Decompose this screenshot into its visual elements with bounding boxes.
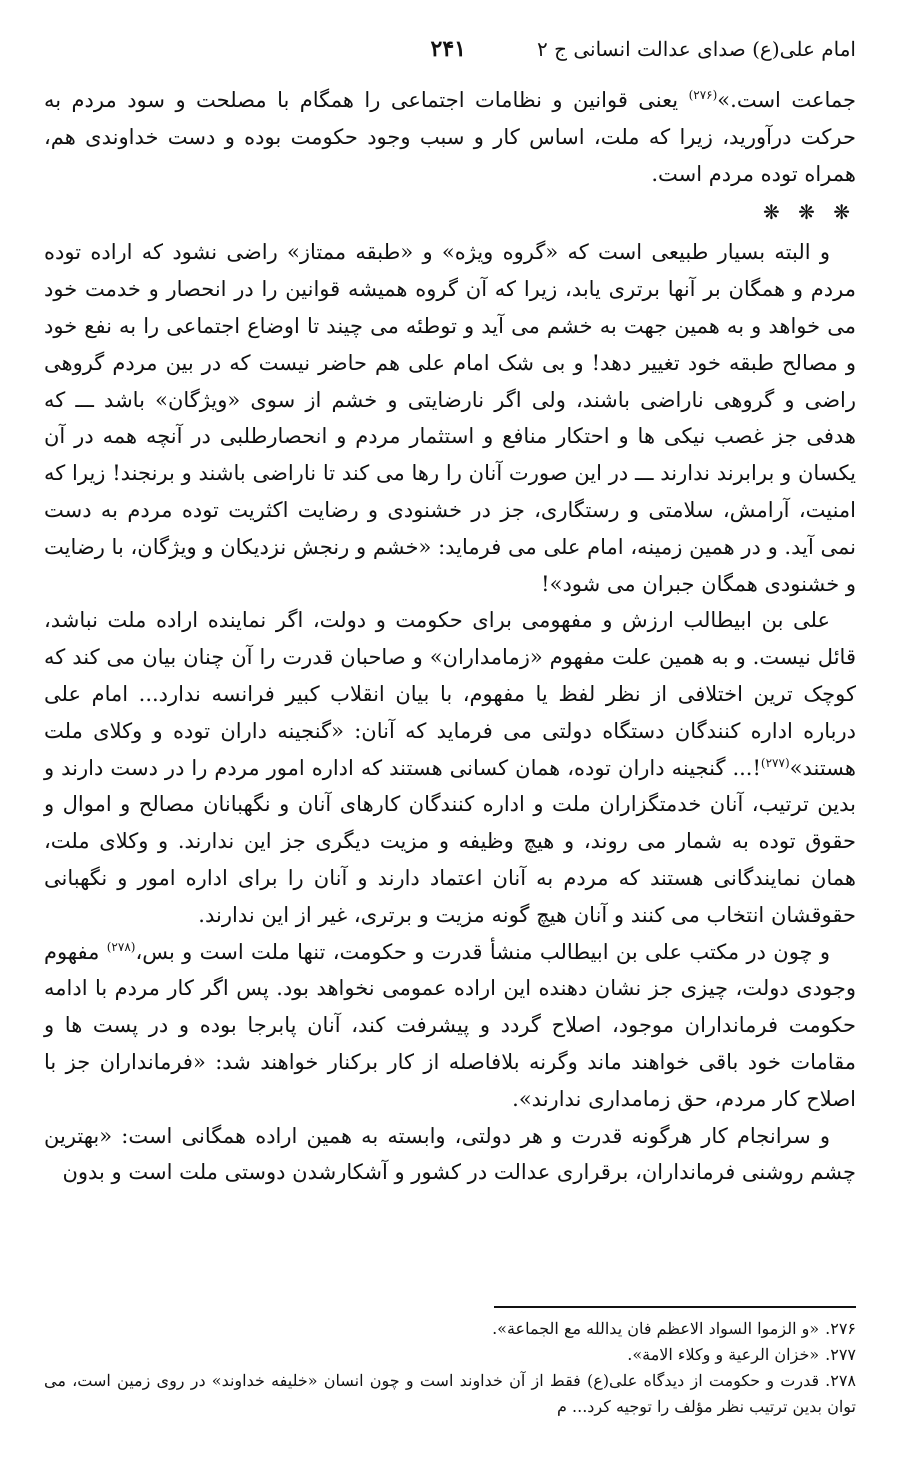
paragraph-4	[44, 934, 856, 1118]
footnote-text: «خزان الرعیة و وکلاء الامة».	[627, 1345, 820, 1364]
paragraph-2: و البته بسیار طبیعی است که «گروه ویژه» و «طبقه ممتاز» راضی نشود که اراده توده مردم و همگان بر آنها برتری یابد، زیرا که آن گروه همیشه قوانین را در انحصار و خدمت خود می خواهد و به همین جهت به خشم می آید و توطئه می چیند تا اوضاع اجتماعی را به نفع خود و مصالح طبقه خود تغییر دهد! و بی شک امام علی هم حاضر نیست که در بین مردم گروهی راضی و گروهی ناراضی باشند، ولی اگر نارضایتی و خشم از سوی «ویژگان» باشد ـــ که هدفی جز غصب نیکی ها و احتکار منافع و استثمار مردم و انحصارطلبی در آنچه همه در آن یکسان و برابرند ندارند ـــ در این صورت آنان را رها می کند تا ناراضی باشند و برنجند! زیرا که امنیت، آرامش، سلامتی و رستگاری، جز در خشنودی و رضایت اکثریت توده مردم به دست نمی آید. و در همین زمینه، امام علی می فرماید: «خشم و رنجش نزدیکان و ویژگان، با رضایت و خشنودی همگان جبران می شود»!	[44, 240, 856, 596]
footnote-number: ۲۷۶.	[825, 1319, 856, 1338]
running-title: امام علی(ع) صدای عدالت انسانی ج ۲	[536, 37, 856, 61]
paragraph-3	[44, 602, 856, 933]
paragraph-3-rest: !... گنجینه داران توده، همان کسانی هستند که اداره امور مردم را در دست دارند و بدین ترتیب، آنان خدمتگزاران ملت و اداره کنندگان کارهای آنان و نگهبانان مصالح و اموال و حقوق توده به شمار می روند، و هیچ وظیفه و مزیت دیگری جز این ندارند. و وکلای ملت، همان نمایندگانی هستند که مردم به آنان اعتماد دارند و آنان را برای اداره امور و نگهبانی حقوقشان انتخاب می کنند و آنان هیچ گونه مزیت و برتری، غیر از این ندارند.	[44, 755, 856, 927]
section-separator: ❋ ❋ ❋	[763, 200, 856, 225]
paragraph-3-start: علی بن ابیطالب ارزش و مفهومی برای حکومت و دولت، اگر نماینده اراده ملت نباشد، قائل نیست. و به همین علت مفهوم «زمامداران» و صاحبان قدرت را آن چنان بیان می کند که کوچک ترین اختلافی از نظر لفظ یا مفهوم، با بیان انقلاب کبیر فرانسه ندارد... امام علی درباره اداره کنندگان دستگاه دولتی می فرماید که آنان: «گنجینه داران توده و وکلای ملت هستند»	[44, 608, 856, 780]
body-text	[44, 82, 856, 1191]
paragraph-1	[44, 82, 856, 192]
page-number: ۲۴۱	[430, 36, 466, 62]
footnote-ref-276: (۲۷۶)	[688, 88, 718, 102]
footnotes	[44, 1316, 856, 1420]
paragraph-1-rest: یعنی قوانین و نظامات اجتماعی را همگام با مصلحت و سود مردم به حرکت درآورید، زیرا که ملت، اساس کار و سبب وجود حکومت بوده و دست خداوندی هم، همراه توده مردم است.	[44, 88, 856, 186]
paragraph-1-start: جماعت است.»	[717, 88, 856, 112]
page-header	[44, 34, 856, 66]
footnote-278	[44, 1368, 856, 1420]
footnote-number: ۲۷۷.	[825, 1345, 856, 1364]
paragraph-4-start: و چون در مکتب علی بن ابیطالب منشأ قدرت و حکومت، تنها ملت است و بس،	[135, 939, 831, 964]
footnote-ref-278: (۲۷۸)	[106, 939, 136, 954]
footnote-text: «و الزموا السواد الاعظم فان یدالله مع الجماعة».	[492, 1319, 820, 1338]
footnote-276	[44, 1316, 856, 1342]
footnote-number: ۲۷۸.	[825, 1371, 856, 1390]
paragraph-4-rest: مفهوم وجودی دولت، چیزی جز نشان دهنده این اراده عمومی نخواهد بود. پس اگر کار مردم با ادامه حکومت فرمانداران موجود، اصلاح گردد و پیشرفت کند، آنان پابرجا بوده و در پست ها و مقامات خود باقی خواهند ماند وگرنه بلافاصله از کار برکنار خواهند شد: «فرمانداران جز با اصلاح کار مردم، حق زمامداری ندارند».	[44, 939, 856, 1111]
footnote-divider	[494, 1306, 856, 1308]
footnote-277	[44, 1342, 856, 1368]
paragraph-5: و سرانجام کار هرگونه قدرت و هر دولتی، وابسته به همین اراده همگانی است: «بهترین چشم روشنی فرمانداران، برقراری عدالت در کشور و آشکارشدن دوستی ملت است و بدون	[44, 1123, 856, 1185]
footnote-ref-277: (۲۷۷)	[760, 755, 790, 770]
footnote-text: قدرت و حکومت از دیدگاه علی(ع) فقط از آن خداوند است و چون انسان «خلیفه خداوند» در روی زمین است، می توان بدین ترتیب نظر مؤلف را توجیه کرد... م	[44, 1371, 856, 1416]
